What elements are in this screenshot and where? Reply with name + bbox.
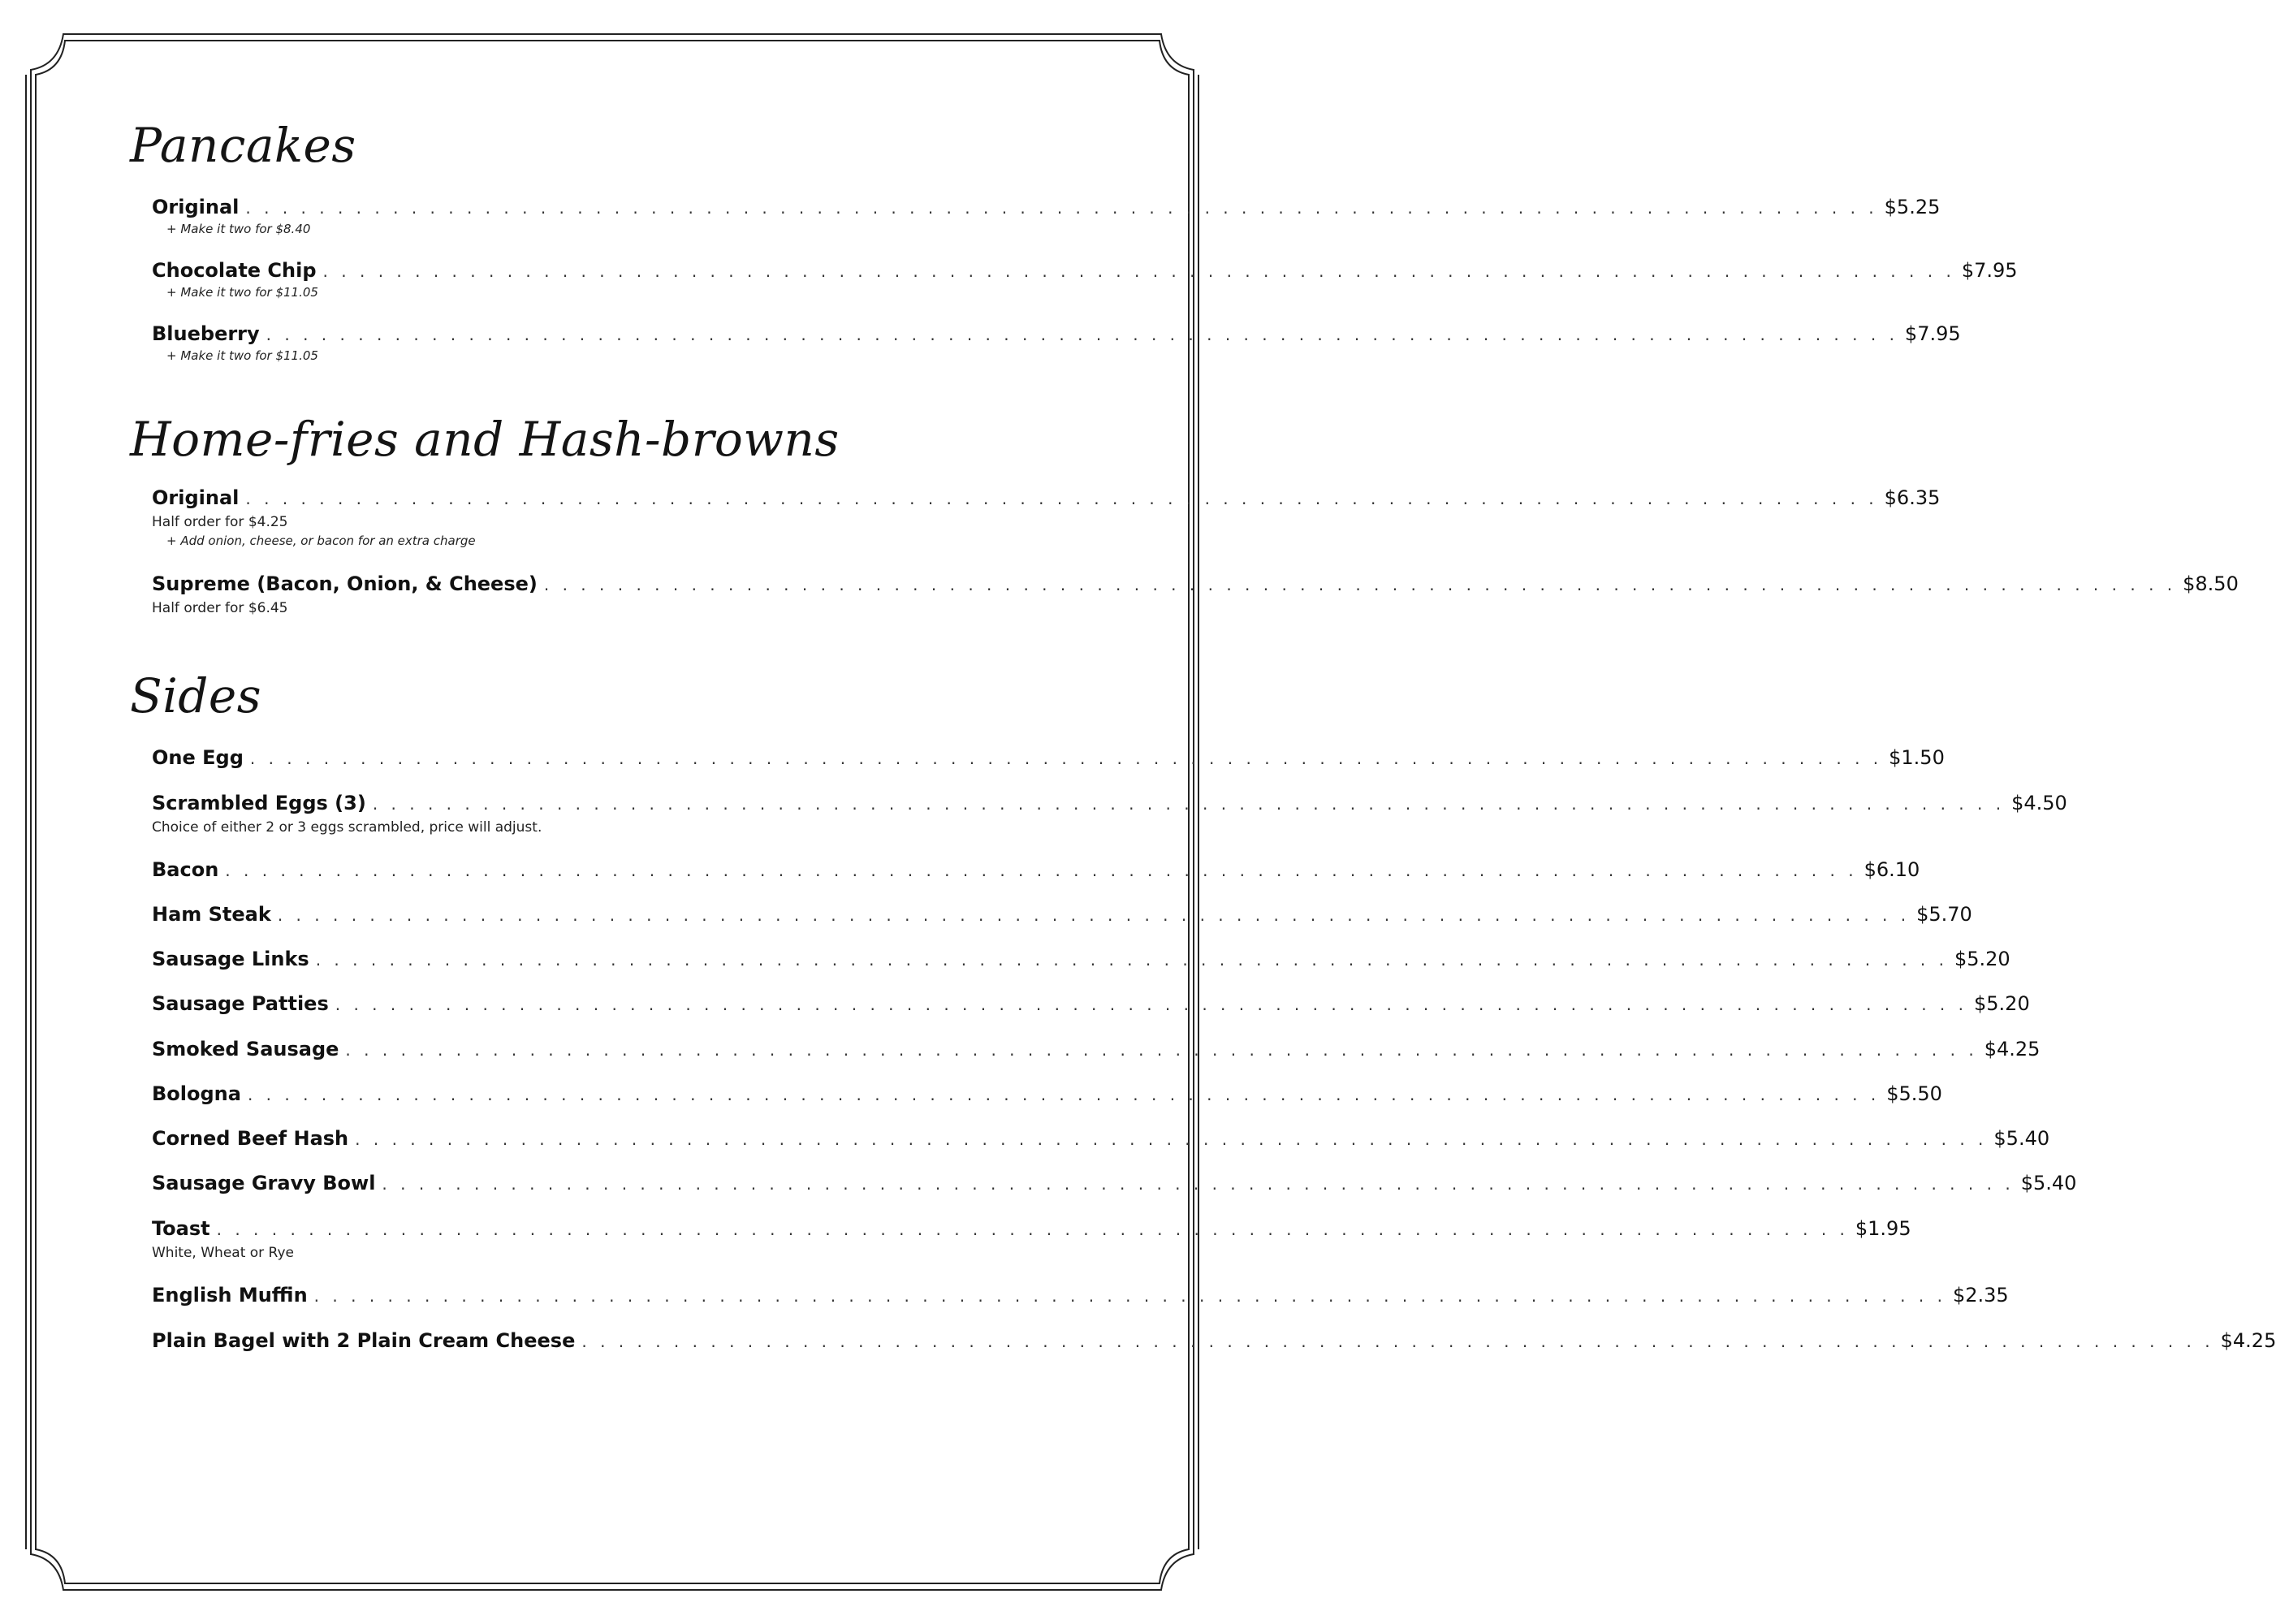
- dot-leader: . . . . . . . . . . . . . . . . . . . . . . . . . . . . . . . . . . . . . . . . . . . . . . . . . . . . . . . . . . . . . . . . . . . . . . . . . . . . . . . . . . . . . . . . .: [581, 1332, 2214, 1351]
- item-price: $5.40: [1993, 1127, 2050, 1150]
- item-note: Half order for $4.25: [152, 514, 288, 530]
- menu-item: [152, 1328, 2276, 1354]
- dot-leader: . . . . . . . . . . . . . . . . . . . . . . . . . . . . . . . . . . . . . . . . . . . . . . . . . . . . . . . . . . . . . . . . . . . . . . . . . . . . . . . . . . . . . . . . .: [266, 325, 1898, 344]
- item-addon: + Make it two for $11.05: [166, 285, 318, 300]
- item-price: $7.95: [1961, 259, 2018, 282]
- dot-leader: . . . . . . . . . . . . . . . . . . . . . . . . . . . . . . . . . . . . . . . . . . . . . . . . . . . . . . . . . . . . . . . . . . . . . . . . . . . . . . . . . . . . . . . . .: [245, 198, 1878, 218]
- item-note: White, Wheat or Rye: [152, 1245, 294, 1261]
- item-price: $5.20: [1954, 948, 2010, 970]
- menu-item: [152, 745, 1945, 771]
- menu-item: [152, 1171, 2077, 1196]
- item-price: $4.50: [2011, 792, 2067, 814]
- menu-item: [152, 1126, 2050, 1151]
- item-name: Sausage Links: [152, 948, 309, 970]
- menu-item: [152, 947, 2010, 972]
- item-price: $5.25: [1884, 196, 1941, 218]
- dot-leader: . . . . . . . . . . . . . . . . . . . . . . . . . . . . . . . . . . . . . . . . . . . . . . . . . . . . . . . . . . . . . . . . . . . . . . . . . . . . . . . . . . . . . . . . .: [249, 749, 1883, 768]
- dot-leader: . . . . . . . . . . . . . . . . . . . . . . . . . . . . . . . . . . . . . . . . . . . . . . . . . . . . . . . . . . . . . . . . . . . . . . . . . . . . . . . . . . . . . . . . .: [543, 575, 2177, 594]
- item-name: Toast: [152, 1217, 210, 1240]
- item-price: $5.50: [1886, 1082, 1942, 1105]
- dot-leader: . . . . . . . . . . . . . . . . . . . . . . . . . . . . . . . . . . . . . . . . . . . . . . . . . . . . . . . . . . . . . . . . . . . . . . . . . . . . . . . . . . . . . . . . .: [335, 995, 1967, 1014]
- item-addon: + Make it two for $8.40: [166, 222, 311, 236]
- dot-leader: . . . . . . . . . . . . . . . . . . . . . . . . . . . . . . . . . . . . . . . . . . . . . . . . . . . . . . . . . . . . . . . . . . . . . . . . . . . . . . . . . . . . . . . . .: [216, 1220, 1849, 1239]
- item-addon: + Make it two for $11.05: [166, 348, 318, 363]
- item-name: Original: [152, 196, 240, 218]
- dot-leader: . . . . . . . . . . . . . . . . . . . . . . . . . . . . . . . . . . . . . . . . . . . . . . . . . . . . . . . . . . . . . . . . . . . . . . . . . . . . . . . . . . . . . . . . .: [355, 1129, 1988, 1149]
- item-price: $4.25: [1984, 1038, 2041, 1060]
- item-price: $6.10: [1864, 858, 1920, 881]
- menu-item: [152, 857, 1920, 883]
- menu-item: [152, 572, 2239, 618]
- dot-leader: . . . . . . . . . . . . . . . . . . . . . . . . . . . . . . . . . . . . . . . . . . . . . . . . . . . . . . . . . . . . . . . . . . . . . . . . . . . . . . . . . . . . . . . . .: [247, 1085, 1881, 1104]
- menu-item: [152, 1082, 1942, 1107]
- section-title-home-fries: Home-fries and Hash-browns: [130, 412, 840, 467]
- item-name: Bologna: [152, 1082, 241, 1105]
- item-price: $1.50: [1889, 746, 1945, 769]
- menu-item: [152, 322, 1961, 365]
- dot-leader: . . . . . . . . . . . . . . . . . . . . . . . . . . . . . . . . . . . . . . . . . . . . . . . . . . . . . . . . . . . . . . . . . . . . . . . . . . . . . . . . . . . . . . . . .: [225, 861, 1858, 880]
- menu-item: [152, 902, 1972, 927]
- section-title-pancakes: Pancakes: [130, 118, 356, 173]
- item-name: Smoked Sausage: [152, 1038, 339, 1060]
- dot-leader: . . . . . . . . . . . . . . . . . . . . . . . . . . . . . . . . . . . . . . . . . . . . . . . . . . . . . . . . . . . . . . . . . . . . . . . . . . . . . . . . . . . . . . . . .: [315, 950, 1948, 970]
- item-name: Sausage Gravy Bowl: [152, 1172, 376, 1194]
- dot-leader: . . . . . . . . . . . . . . . . . . . . . . . . . . . . . . . . . . . . . . . . . . . . . . . . . . . . . . . . . . . . . . . . . . . . . . . . . . . . . . . . . . . . . . . . .: [322, 261, 1955, 281]
- dot-leader: . . . . . . . . . . . . . . . . . . . . . . . . . . . . . . . . . . . . . . . . . . . . . . . . . . . . . . . . . . . . . . . . . . . . . . . . . . . . . . . . . . . . . . . . .: [382, 1174, 2015, 1194]
- item-name: Bacon: [152, 858, 219, 881]
- item-price: $7.95: [1904, 322, 1961, 345]
- menu-item: [152, 991, 2030, 1017]
- item-name: Ham Steak: [152, 903, 271, 926]
- menu-item: [152, 1037, 2041, 1062]
- menu-item: [152, 1283, 2009, 1308]
- dot-leader: . . . . . . . . . . . . . . . . . . . . . . . . . . . . . . . . . . . . . . . . . . . . . . . . . . . . . . . . . . . . . . . . . . . . . . . . . . . . . . . . . . . . . . . . .: [345, 1040, 1978, 1060]
- item-addon: + Add onion, cheese, or bacon for an extra charge: [166, 533, 476, 548]
- item-name: English Muffin: [152, 1284, 308, 1307]
- dot-leader: . . . . . . . . . . . . . . . . . . . . . . . . . . . . . . . . . . . . . . . . . . . . . . . . . . . . . . . . . . . . . . . . . . . . . . . . . . . . . . . . . . . . . . . . .: [313, 1286, 1946, 1306]
- menu-item: [152, 791, 2067, 837]
- item-note: Half order for $6.45: [152, 600, 288, 616]
- dot-leader: . . . . . . . . . . . . . . . . . . . . . . . . . . . . . . . . . . . . . . . . . . . . . . . . . . . . . . . . . . . . . . . . . . . . . . . . . . . . . . . . . . . . . . . . .: [245, 489, 1878, 508]
- item-price: $5.40: [2020, 1172, 2077, 1194]
- item-name: Supreme (Bacon, Onion, & Cheese): [152, 572, 538, 595]
- dot-leader: . . . . . . . . . . . . . . . . . . . . . . . . . . . . . . . . . . . . . . . . . . . . . . . . . . . . . . . . . . . . . . . . . . . . . . . . . . . . . . . . . . . . . . . . .: [277, 905, 1911, 925]
- item-price: $1.95: [1855, 1217, 1911, 1240]
- section-title-sides: Sides: [130, 668, 261, 723]
- menu-item: [152, 1216, 1911, 1263]
- item-name: Corned Beef Hash: [152, 1127, 349, 1150]
- item-name: Chocolate Chip: [152, 259, 317, 282]
- item-price: $8.50: [2183, 572, 2239, 595]
- item-name: Plain Bagel with 2 Plain Cream Cheese: [152, 1329, 576, 1352]
- item-name: Sausage Patties: [152, 992, 329, 1015]
- item-price: $6.35: [1884, 486, 1941, 509]
- item-name: Blueberry: [152, 322, 260, 345]
- item-name: One Egg: [152, 746, 244, 769]
- dot-leader: . . . . . . . . . . . . . . . . . . . . . . . . . . . . . . . . . . . . . . . . . . . . . . . . . . . . . . . . . . . . . . . . . . . . . . . . . . . . . . . . . . . . . . . . .: [372, 794, 2006, 814]
- item-price: $5.20: [1974, 992, 2030, 1015]
- item-note: Choice of either 2 or 3 eggs scrambled, price will adjust.: [152, 819, 542, 836]
- item-price: $5.70: [1916, 903, 1972, 926]
- menu-item: [152, 486, 1941, 550]
- item-price: $2.35: [1952, 1284, 2009, 1307]
- menu-item: [152, 258, 2018, 301]
- item-price: $4.25: [2220, 1329, 2276, 1352]
- menu-item: [152, 195, 1941, 238]
- item-name: Original: [152, 486, 240, 509]
- item-name: Scrambled Eggs (3): [152, 792, 366, 814]
